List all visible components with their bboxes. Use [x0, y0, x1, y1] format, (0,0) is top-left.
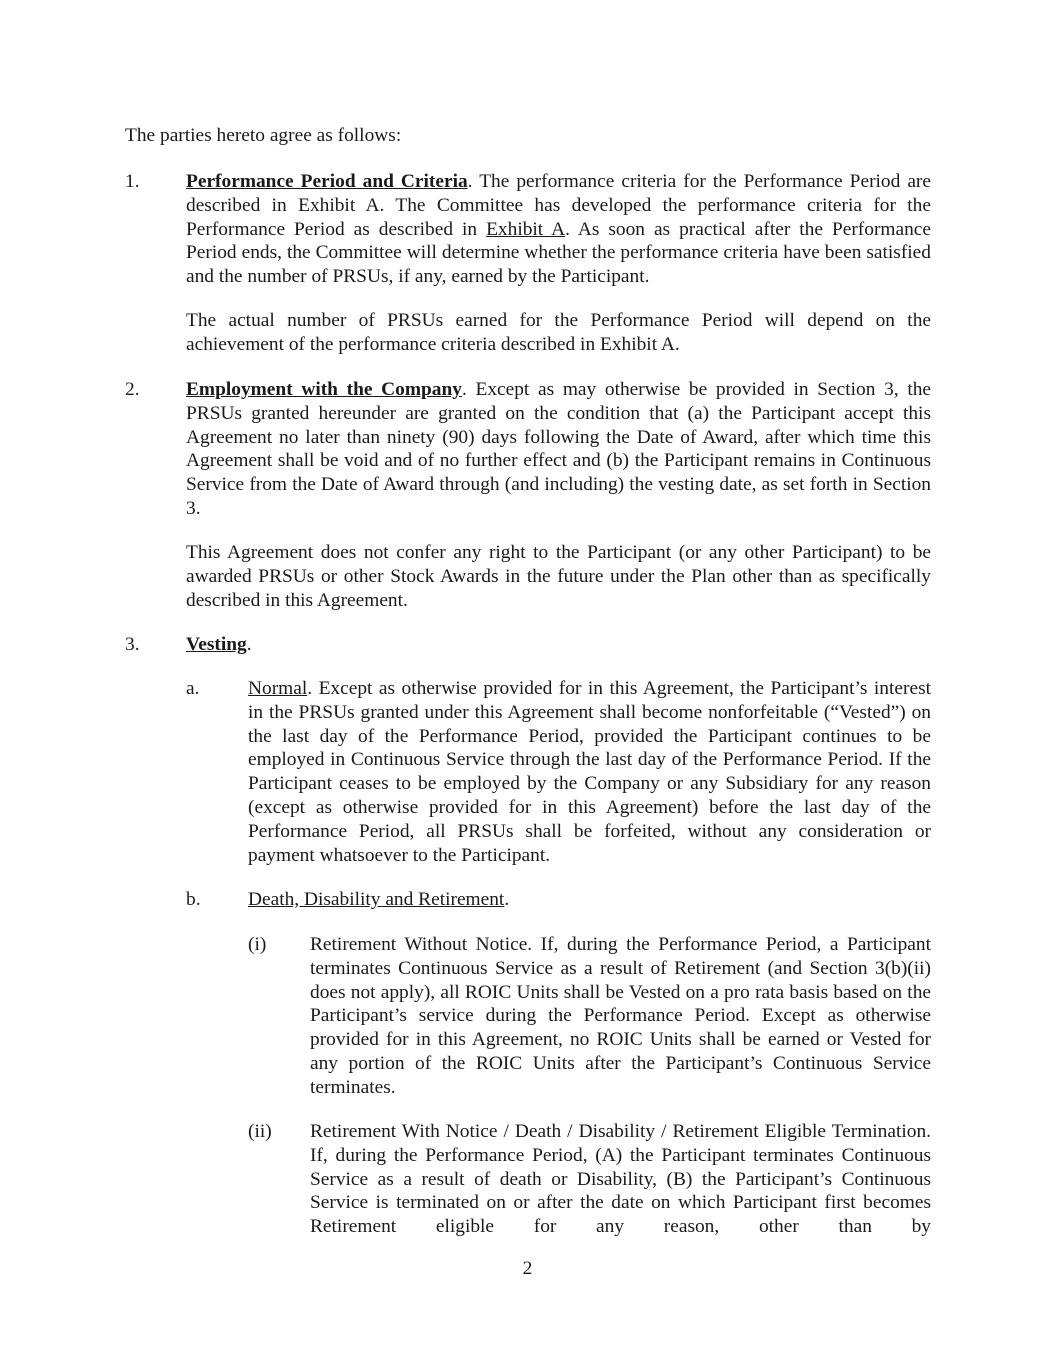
- section-2-number: 2.: [125, 379, 140, 400]
- subsection-b-title-period: .: [504, 889, 510, 910]
- section-1-number: 1.: [125, 171, 140, 192]
- section-2-title: Employment with the Company: [186, 379, 462, 400]
- section-1-paragraph-2: The actual number of PRSUs earned for the Performance Period will depend on the achievement of the performance criteria described in Exhibit A.: [186, 310, 931, 355]
- subsection-b-label: b.: [186, 889, 201, 910]
- item-ii-label: (ii): [248, 1121, 272, 1142]
- item-i-label: (i): [248, 934, 267, 955]
- section-3-title: Vesting: [186, 634, 247, 655]
- item-i-paragraph: Retirement Without Notice. If, during the Performance Period, a Participant terminates Continuous Service as a result of Retirement (and Section 3(b)(ii) does not apply), all ROIC Units shall be Vested on a pro rata basis based on the Participant’s service during the Performance Period. Except as otherwise provided for in this Agreement, no ROIC Units shall be earned or Vested for any portion of the ROIC Units after the Participant’s Continuous Service terminates.: [310, 934, 931, 1098]
- section-1-paragraph: [186, 170, 931, 289]
- intro-text: The parties hereto agree as follows:: [125, 125, 402, 146]
- subsection-b-title: Death, Disability and Retirement: [248, 889, 505, 910]
- section-1-text-a: . The performance criteria for the Performance Period are described in Exhibit A. The Committee has developed the performance criteria for the Performance Period as described in: [186, 171, 931, 240]
- exhibit-a-reference: Exhibit A: [486, 218, 566, 240]
- section-3-title-period: .: [246, 634, 252, 655]
- subsection-a-label: a.: [186, 678, 200, 699]
- section-3-heading: [186, 633, 252, 657]
- subsection-a-text: . Except as otherwise provided for in this Agreement, the Participant’s interest in the PRSUs granted under this Agreement shall become nonforfeitable (“Vested”) on the last day of the Performance Period, provided the Participant continues to be employed in Continuous Service through the last day of the Performance Period. If the Participant ceases to be employed by the Company or any Subsidiary for any reason (except as otherwise provided for in this Agreement) before the last day of the Performance Period, all PRSUs shall be forfeited, without any consideration or payment whatsoever to the Participant.: [248, 678, 931, 866]
- subsection-b-heading: [248, 888, 509, 912]
- section-3-number: 3.: [125, 634, 140, 655]
- page-number: 2: [522, 1258, 533, 1279]
- item-ii-paragraph: Retirement With Notice / Death / Disability / Retirement Eligible Termination. If, during the Performance Period, (A) the Participant terminates Continuous Service as a result of death or Disability, (B) the Participant’s Continuous Service is terminated on or after the date on which Participant first becomes Retirement eligible for any reason, other than by: [310, 1121, 931, 1238]
- subsection-a-title: Normal: [248, 678, 308, 699]
- section-1-title: Performance Period and Criteria: [186, 171, 468, 192]
- section-2-paragraph-2: This Agreement does not confer any right to the Participant (or any other Participant) to be awarded PRSUs or other Stock Awards in the future under the Plan other than as specifically described in this Agreement.: [186, 542, 931, 611]
- subsection-a-paragraph: [248, 677, 931, 867]
- section-2-paragraph: [186, 378, 931, 521]
- section-2-text: . Except as may otherwise be provided in Section 3, the PRSUs granted hereunder are granted on the condition that (a) the Participant accept this Agreement no later than ninety (90) days following the Date of Award, after which time this Agreement shall be void and of no further effect and (b) the Participant remains in Continuous Service from the Date of Award through (and including) the vesting date, as set forth in Section 3.: [186, 379, 932, 519]
- section-1-text-b: . As soon as practical after the Performance Period ends, the Committee will determine whether the performance criteria have been satisfied and the number of PRSUs, if any, earned by the Participant.: [186, 218, 931, 288]
